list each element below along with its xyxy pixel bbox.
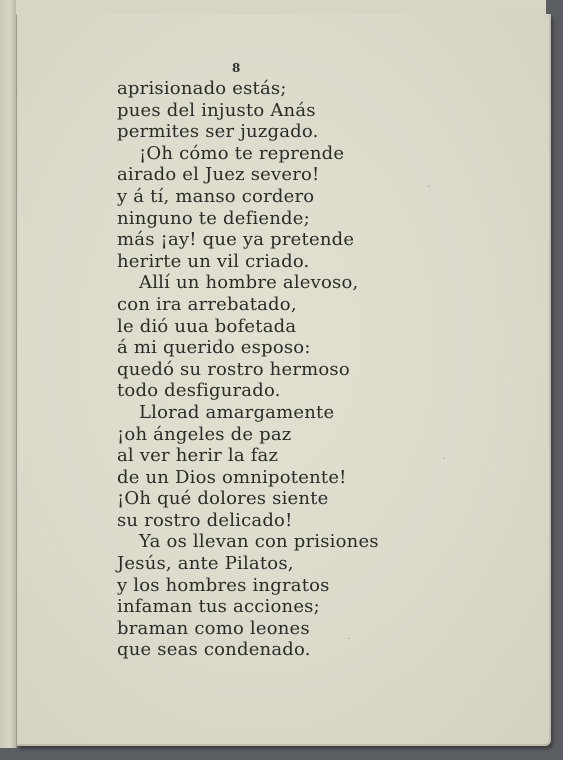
verse-line: más ¡ay! que ya pretende: [117, 229, 355, 251]
verse-line: ¡Oh qué dolores siente: [117, 488, 329, 510]
verse-line: que seas condenado.: [117, 639, 311, 661]
verse-line: ninguno te defiende;: [117, 207, 310, 229]
verse-line: y á tí, manso cordero: [117, 185, 315, 207]
verse-line: permites ser juzgado.: [117, 121, 319, 143]
verse-line: ¡Oh cómo te reprende: [139, 142, 345, 164]
verse-line: braman como leones: [117, 617, 310, 639]
verse-line: y los hombres ingratos: [117, 574, 330, 596]
top-page-edge: [16, 0, 546, 15]
verse-line: quedó su rostro hermoso: [117, 358, 350, 380]
verse-line: su rostro delicado!: [117, 509, 293, 531]
book-page: [17, 14, 551, 746]
verse-line: de un Dios omnipotente!: [117, 466, 347, 488]
page-number: 8: [232, 61, 241, 75]
verse-line: infaman tus acciones;: [117, 596, 320, 618]
verse-line: herirte un vil criado.: [117, 250, 310, 272]
paper-speck: ·: [442, 454, 446, 465]
paper-speck: ·: [427, 182, 431, 193]
facing-page-edge: [0, 0, 17, 748]
verse-line: Allí un hombre alevoso,: [139, 272, 359, 294]
verse-line: Llorad amargamente: [139, 401, 335, 423]
paper-speck: ·: [347, 634, 351, 645]
verse-line: Jesús, ante Pilatos,: [117, 553, 294, 575]
verse-line: pues del injusto Anás: [117, 99, 316, 121]
verse-line: aprisionado estás;: [117, 78, 287, 99]
verse-line: le dió uua bofetada: [117, 315, 297, 337]
verse-line: al ver herir la faz: [117, 445, 279, 467]
verse-line: ¡oh ángeles de paz: [117, 423, 292, 445]
verse-line: todo desfigurado.: [117, 380, 281, 402]
verse-line: á mi querido esposo:: [117, 337, 311, 359]
poem-verse: [117, 78, 379, 661]
verse-line: airado el Juez severo!: [117, 164, 320, 186]
verse-line: Ya os llevan con prisiones: [139, 531, 379, 553]
verse-line: con ira arrebatado,: [117, 293, 297, 315]
